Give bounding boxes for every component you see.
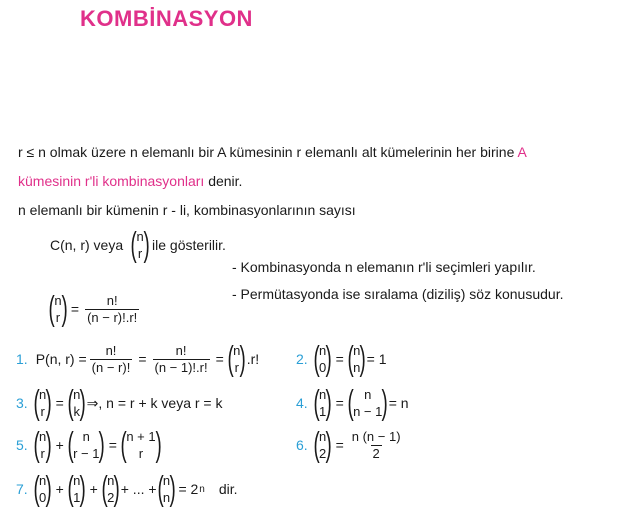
definition-term: kümesinin r'li kombinasyonları xyxy=(18,173,205,189)
page-title: KOMBİNASYON xyxy=(80,6,253,31)
item-number: 4. xyxy=(296,395,308,411)
notation-text: C(n, r) veya xyxy=(50,237,124,253)
item-number: 3. xyxy=(16,395,28,411)
item-number: 5. xyxy=(16,437,28,453)
property-5: 5. ( n r ) + ( n r − 1 ) = ( n + 1 r ) xyxy=(16,426,162,464)
property-1: 1. P(n, r) = $\frac{n!}{(n - r)!}$ = $\frac{n!}{(n - 1)!.r!}$ = ( n r ) .r! xyxy=(16,340,260,378)
item-number: 2. xyxy=(296,351,308,367)
binomial: ( n r ) xyxy=(130,226,150,264)
definition-formula: ( n r ) = $\frac{n!}{(n - r)!.r!}$ xyxy=(48,290,138,328)
property-3: 3. ( n r ) = ( n k ) ⇒, n = r + k veya r = k xyxy=(16,384,223,422)
intro-line-1 xyxy=(18,144,527,160)
notation-line xyxy=(50,228,226,262)
notation-suffix: ile gösterilir. xyxy=(152,237,226,253)
intro-text: denir. xyxy=(204,173,243,189)
note-1: - Kombinasyonda n elemanın r'li seçimleri yapılır. xyxy=(232,259,536,275)
property-7: 7. ( n 0 ) + ( n 1 ) + ( n 2 ) + ... + ( n n ) = 2 n dir. xyxy=(16,470,238,508)
property-6: 6. ( n 2 ) = $\frac{n (n - 1)}{2}$ xyxy=(296,426,401,464)
fraction: $\frac{n!}{(n - r)!.r!}$ xyxy=(87,292,138,325)
property-2: 2. ( n 0 ) = ( n n ) = 1 xyxy=(296,340,387,378)
property-4: 4. ( n 1 ) = ( n n − 1 ) = n xyxy=(296,384,409,422)
note-2: - Permütasyonda ise sıralama (diziliş) söz konusudur. xyxy=(232,286,564,302)
binomial: ( n r ) xyxy=(48,290,68,328)
item-number: 6. xyxy=(296,437,308,453)
intro-text: r ≤ n olmak üzere n elemanlı bir A kümesinin r elemanlı alt kümelerinin her birine xyxy=(18,144,518,160)
intro-line-3: n elemanlı bir kümenin r - li, kombinasyonlarının sayısı xyxy=(18,202,356,218)
intro-highlight: A xyxy=(517,144,527,160)
item-number: 1. xyxy=(16,351,28,367)
item-number: 7. xyxy=(16,481,28,497)
intro-line-2 xyxy=(18,173,242,189)
